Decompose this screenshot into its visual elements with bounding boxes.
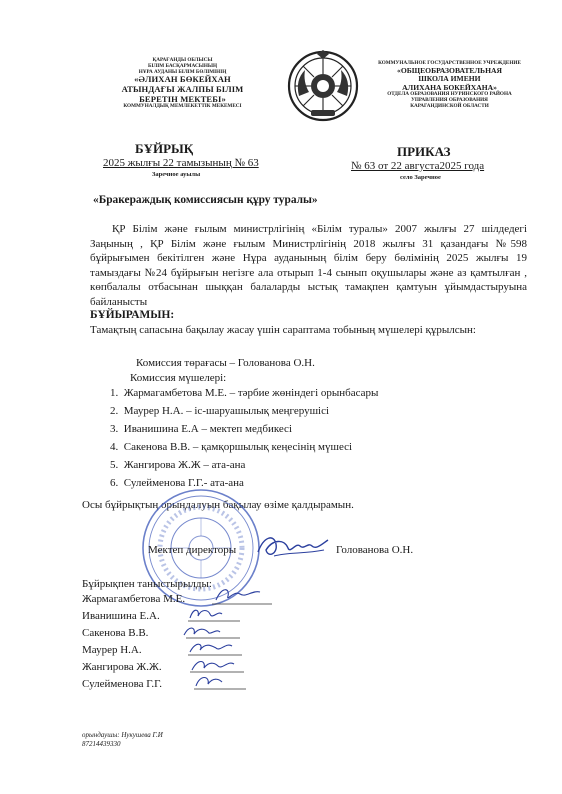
- header-ru-line: КАРАГАНДИНСКОЙ ОБЛАСТИ: [410, 102, 489, 109]
- order-number-kz: 2025 жылғы 22 тамызының № 63: [103, 157, 259, 169]
- header-kz: [100, 58, 265, 110]
- order-number-ru: № 63 от 22 августа2025 года: [351, 160, 485, 172]
- footer-executor: орындаушы: Нукушева Г.И: [82, 731, 163, 739]
- commission-chair: Комиссия төрағасы – Голованова О.Н.: [136, 357, 315, 369]
- list-item: Маурер Н.А.: [82, 644, 142, 656]
- state-emblem-icon: [287, 50, 359, 122]
- header-ru-school-name: АЛИХАНА БОКЕЙХАНА»: [402, 82, 497, 92]
- list-item: 2. Маурер Н.А. – іс-шаруашылық меңгерушісі: [110, 405, 330, 417]
- footer-phone: 87214439330: [82, 740, 121, 748]
- list-item: 1. Жармагамбетова М.Е. – тәрбие жөніндегі орынбасары: [110, 387, 379, 399]
- order-place-ru: село Заречное: [400, 174, 441, 181]
- header-ru-line: ОТДЕЛА ОБРАЗОВАНИЯ НУРИНСКОГО РАЙОНА: [387, 91, 512, 98]
- director-title: Мектеп директоры: [148, 544, 237, 556]
- list-item: Иванишина Е.А.: [82, 610, 160, 622]
- list-item: 3. Иванишина Е.А – мектеп медбикесі: [110, 423, 292, 435]
- header-ru-line: УПРАВЛЕНИЯ ОБРАЗОВАНИЯ: [411, 97, 488, 104]
- order-word: БҰЙЫРАМЫН:: [90, 309, 175, 321]
- list-item: Сакенова В.В.: [82, 627, 149, 639]
- acquainted-label: Бұйрықпен таныстырылды:: [82, 578, 212, 590]
- director-name: Голованова О.Н.: [336, 544, 414, 556]
- order-title-ru: ПРИКАЗ: [397, 144, 451, 159]
- list-item: Жармагамбетова М.Е.: [82, 593, 186, 605]
- header-ru-school-name: «ОБЩЕОБРАЗОВАТЕЛЬНАЯ: [397, 65, 502, 75]
- header-kz-line: БІЛІМ БАСҚАРМАСЫНЫҢ: [147, 62, 218, 69]
- header-ru-school-name: ШКОЛА ИМЕНИ: [418, 74, 481, 84]
- order-body-paragraph: ҚР Білім және ғылым министрлігінің «Білім туралы» 2007 жылғы 27 шілдедегі Заңының , ҚР Білім және ғылым Министрлігінің 2018 жылғы 31 қазандағы №598 бұйрығымен бекітілген және Нұра ауданының білім беру бөлімінің 2025 жылғы 19 тамыздағы №24 бұйрығын негізге ала отырып 1-4 сынып оқушылары және аз қамтылған , көпбалалы отбасынан шыққан балаларды ыстық тамақпен қамтуын ұйымдастыруына байланысты: [90, 223, 527, 308]
- order-subject: «Бракераждық комиссиясын құру туралы»: [93, 194, 318, 206]
- order-title-kz: БҰЙРЫҚ: [135, 141, 194, 156]
- acquainted-signatures: [160, 580, 280, 696]
- list-item: 4. Сакенова В.В. – қамқоршылық кеңесінің мүшесі: [110, 441, 353, 453]
- header-kz-line: НҰРА АУДАНЫ БІЛІМ БӨЛІМІНІҢ: [138, 68, 227, 75]
- header-kz-line: ҚАРАҒАНДЫ ОБЛЫСЫ: [152, 57, 213, 63]
- header-ru: [362, 61, 537, 110]
- list-item: 5. Жангирова Ж.Ж – ата-ана: [110, 459, 246, 471]
- list-item: Жангирова Ж.Ж.: [82, 661, 162, 673]
- director-signature-icon: [254, 530, 332, 562]
- header-kz-line: КОММУНАЛДЫҚ МЕМЛЕКЕТТІК МЕКЕМЕСІ: [123, 103, 242, 110]
- list-item: Сулейменова Г.Г.: [82, 678, 162, 690]
- order-place-kz: Заречное ауылы: [152, 171, 201, 178]
- list-item: 6. Сулейменова Г.Г.- ата-ана: [110, 477, 244, 489]
- closing-sentence: Осы бұйрықтың орындалуын бақылау өзіме қалдырамын.: [82, 499, 354, 511]
- header-ru-line: КОММУНАЛЬНОЕ ГОСУДАРСТВЕННОЕ УЧРЕЖДЕНИЕ: [378, 60, 521, 66]
- members-label: Комиссия мүшелері:: [130, 372, 227, 384]
- header-kz-school-name: «ӘЛИХАН БӨКЕЙХАН: [134, 74, 231, 85]
- order-instruction: Тамақтың сапасына бақылау жасау үшін сараптама тобының мүшелері құрылсын:: [90, 324, 476, 336]
- header-kz-school-name: АТЫНДАҒЫ ЖАЛПЫ БІЛІМ: [121, 84, 244, 95]
- header-kz-school-name: БЕРЕТІН МЕКТЕБІ»: [139, 93, 226, 104]
